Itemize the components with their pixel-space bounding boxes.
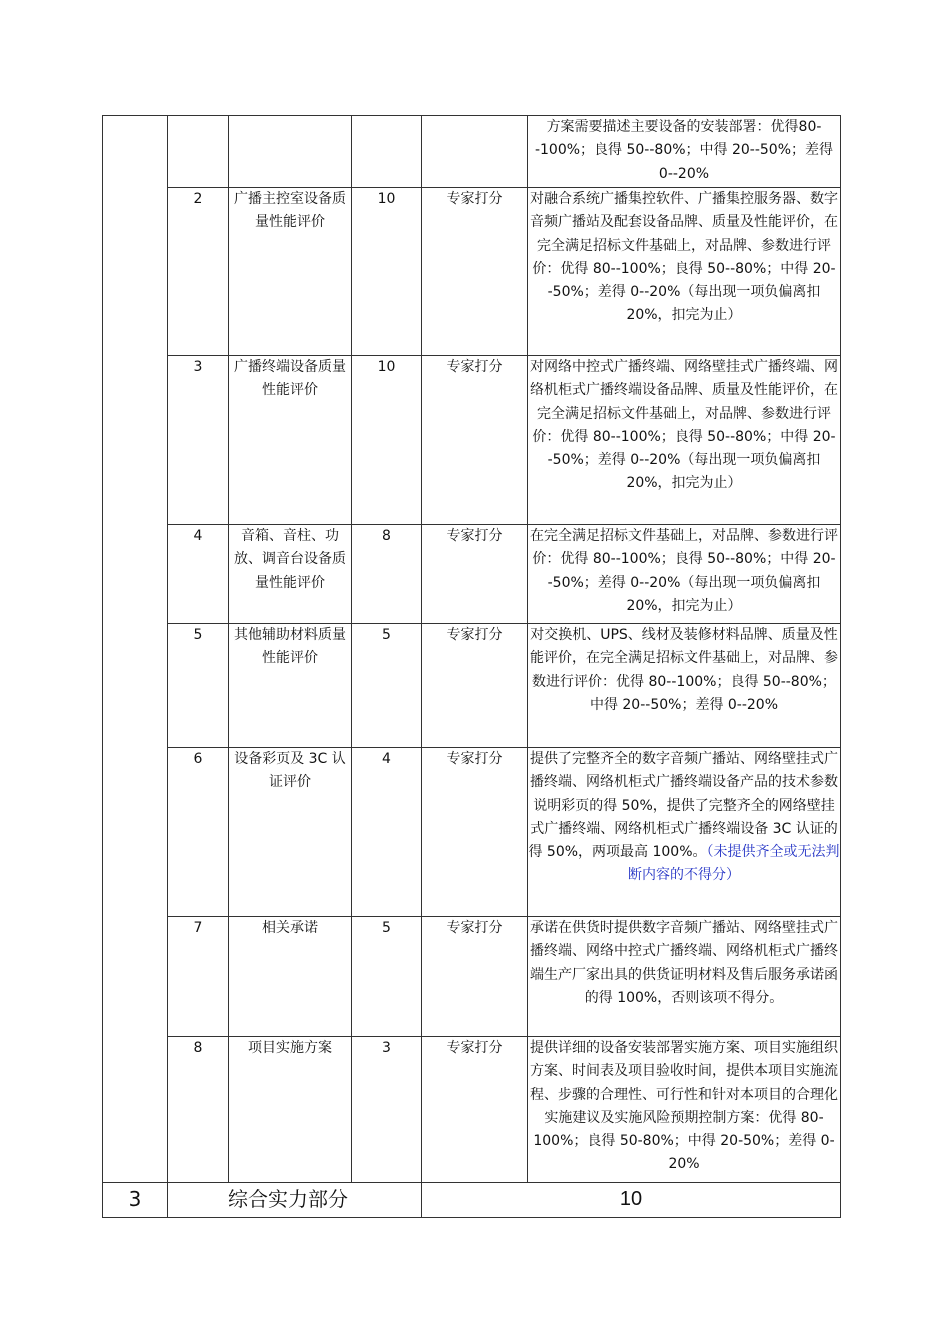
item-method: 专家打分 [422,917,528,1037]
item-name: 广播主控室设备质量性能评价 [229,188,352,356]
item-method: 专家打分 [422,188,528,356]
item-number: 2 [168,188,229,356]
criteria-text: 提供了完整齐全的数字音频广播站、网络壁挂式广播终端、网络机柜式广播终端设备产品的技术参数说明彩页的得 50%，提供了完整齐全的网络壁挂式广播终端、网络机柜式广播终端设备 3C 认证的得 50%，两项最高 100%。 [528,751,838,861]
criteria-text: 方案需要描述主要设备的安装部署：优得80--100%；良得 50--80%；中得 20--50%；差得 0--20% [534,119,834,182]
item-weight: 4 [352,748,422,917]
item-name: 项目实施方案 [229,1037,352,1183]
item-weight: 8 [352,525,422,624]
item-criteria [528,356,841,525]
summary-row [103,1183,841,1218]
criteria-text: 对网络中控式广播终端、网络壁挂式广播终端、网络机柜式广播终端设备品牌、质量及性能评价，在完全满足招标文件基础上，对品牌、参数进行评价：优得 80--100%；良得 50--80%；中得 20--50%；差得 0--20%（每出现一项负偏离扣 20%，扣完为止） [530,359,838,492]
item-weight: 5 [352,917,422,1037]
item-number: 7 [168,917,229,1037]
item-number [168,116,229,188]
section-cell [103,116,168,1183]
item-weight [352,116,422,188]
item-criteria [528,1037,841,1183]
item-name: 相关承诺 [229,917,352,1037]
item-criteria [528,188,841,356]
criteria-text: 在完全满足招标文件基础上，对品牌、参数进行评价：优得 80--100%；良得 50--80%；中得 20--50%；差得 0--20%（每出现一项负偏离扣 20%，扣完为止） [530,528,838,614]
item-method [422,116,528,188]
item-criteria [528,917,841,1037]
criteria-text: 对融合系统广播集控软件、广播集控服务器、数字音频广播站及配套设备品牌、质量及性能评价，在完全满足招标文件基础上，对品牌、参数进行评价：优得 80--100%；良得 50--80%；中得 20--50%；差得 0--20%（每出现一项负偏离扣 20%，扣完为止） [530,191,838,324]
item-name: 其他辅助材料质量性能评价 [229,624,352,748]
table-row [103,116,841,188]
criteria-text: 承诺在供货时提供数字音频广播站、网络壁挂式广播终端、网络中控式广播终端、网络机柜式广播终端生产厂家出具的供货证明材料及售后服务承诺函的得 100%，否则该项不得分。 [530,920,838,1006]
item-number: 5 [168,624,229,748]
item-name: 广播终端设备质量性能评价 [229,356,352,525]
item-method: 专家打分 [422,748,528,917]
item-weight: 10 [352,356,422,525]
table-row [103,748,841,917]
table-row [103,917,841,1037]
table-row [103,188,841,356]
item-criteria [528,624,841,748]
item-method: 专家打分 [422,1037,528,1183]
item-criteria [528,525,841,624]
criteria-text: 提供详细的设备安装部署实施方案、项目实施组织方案、时间表及项目验收时间，提供本项目实施流程、步骤的合理性、可行性和针对本项目的合理化实施建议及实施风险预期控制方案：优得 80-100%；良得 50-80%；中得 20-50%；差得 0-20% [530,1040,838,1173]
item-method: 专家打分 [422,356,528,525]
table-row [103,1037,841,1183]
item-criteria [528,116,841,188]
item-number: 8 [168,1037,229,1183]
item-name: 设备彩页及 3C 认证评价 [229,748,352,917]
item-name [229,116,352,188]
item-weight: 3 [352,1037,422,1183]
item-method: 专家打分 [422,525,528,624]
scoring-table [102,115,841,1218]
item-number: 4 [168,525,229,624]
section-score: 10 [422,1183,841,1218]
item-method: 专家打分 [422,624,528,748]
item-number: 3 [168,356,229,525]
item-name: 音箱、音柱、功放、调音台设备质量性能评价 [229,525,352,624]
item-weight: 10 [352,188,422,356]
criteria-text: 对交换机、UPS、线材及装修材料品牌、质量及性能评价，在完全满足招标文件基础上，对品牌、参数进行评价：优得 80--100%；良得 50--80%；中得 20--50%；差得 0--20% [530,627,838,713]
table-row [103,624,841,748]
section-number: 3 [103,1183,168,1218]
criteria-note: （未提供齐全或无法判断内容的不得分） [628,844,840,884]
item-criteria [528,748,841,917]
section-title: 综合实力部分 [168,1183,422,1218]
item-weight: 5 [352,624,422,748]
table-row [103,356,841,525]
table-row [103,525,841,624]
item-number: 6 [168,748,229,917]
